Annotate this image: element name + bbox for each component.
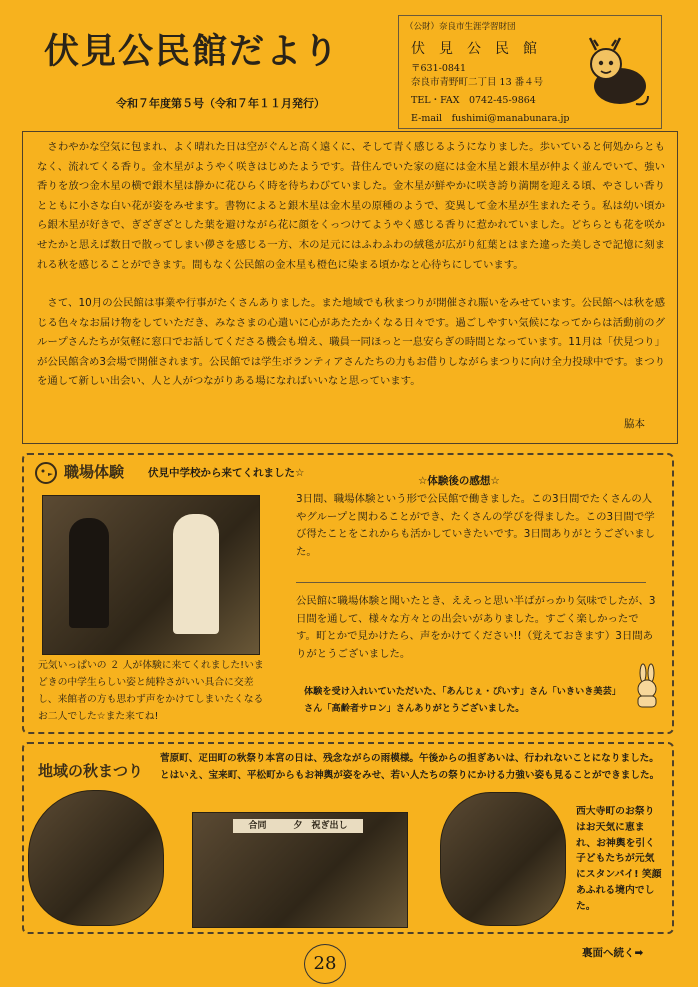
newsletter-title: 伏見公民館だより <box>44 32 341 72</box>
email: E-mail fushimi@manabunara.jp <box>411 113 570 124</box>
impression-2: 公民館に職場体験と聞いたとき、ええっと思い半ばがっかり気味でしたが、3日間を通して、様々な方々との出会いがありました。すごく楽しかったです。町とかで見かけたら、声をかけてください!!（覚えておきます）3日間ありがとうございました。 <box>296 595 656 660</box>
impression-heading: ☆体験後の感想☆ <box>418 475 500 487</box>
org-sub: （公財）奈良市生涯学習財団 <box>405 22 516 32</box>
intro-paragraph-2: さて、10月の公民館は事業や行事がたくさんありました。また地域でも秋まつりが開催され賑いをみせています。公民館へは秋を感じる色々なお届け物をしていただき、みなさまの心遣いに心があたたかくなる日々です。過ごしやすい気候になってからは活動前のグループさんたちが気軽に窓口でお話してくださる機会も増え、職員一同ほっと一息安らぎの時間となっています。11月は「伏見つり」が公民館含め3会場で開催されます。公民館では学生ボランティアさんたちの力もお借りしながらまつりに向け全力投球中です。まつりを通して新しい出会い、人と人がつながりある場になればいいなと思っています。 <box>37 297 665 388</box>
org-name: 伏 見 公 民 館 <box>411 41 537 57</box>
impression-divider <box>296 582 646 583</box>
section-title-festival: 地域の秋まつり <box>38 762 144 780</box>
work-experience-section <box>22 453 674 734</box>
section-title-work-experience: 職場体験 <box>64 463 125 481</box>
postal-code: 〒631-0841 <box>411 63 467 74</box>
photo-caption: 元気いっぱいの ２ 人が体験に来てくれました!いまどきの中学生らしい姿と純粋さがいい具合に交差し、来館者の方も思わず声をかけてしまいたくなるお二人でした☆また来てね! <box>38 660 264 722</box>
tel-fax: TEL・FAX 0742-45-9864 <box>411 95 536 106</box>
signature: 脇本 <box>624 418 645 430</box>
issue-info: 令和７年度第５号（令和７年１１月発行） <box>116 97 325 110</box>
festival-photo-2 <box>192 812 408 928</box>
intro-box <box>22 131 678 444</box>
rabbit-icon <box>632 663 662 709</box>
festival-photo-3 <box>440 792 566 926</box>
chick-icon <box>34 461 58 485</box>
address: 奈良市青野町二丁目 13 番４号 <box>411 77 544 88</box>
continue-label: 裏面へ続く➡ <box>582 947 644 959</box>
festival-text: 菅原町、疋田町の秋祭り本宮の日は、残念ながらの雨模様。午後からの担ぎあいは、行われないことになりました。とはいえ、宝来町、平松町からもお神輿が姿をみせ、若い人たちの祭りにかける力強い姿も見ることができました。 <box>160 753 660 781</box>
thanks-note: 体験を受け入れいていただいた、「あんじぇ・ぴいす」さん「いきいき美芸」さん「高齢者サロン」さんありがとうございました。 <box>304 686 621 714</box>
festival-photo-1 <box>28 790 164 926</box>
festival-side-caption: 西大寺町のお祭りはお天気に恵まれ、お神輿を引く子どもたちが元気にスタンバイ! 笑顔あふれる境内でした。 <box>576 806 662 912</box>
autumn-festival-section <box>22 742 674 934</box>
festival-sign: 合同 夕 祝ぎ出し <box>233 819 363 833</box>
section-subtitle: 伏見中学校から来てくれました☆ <box>148 467 305 479</box>
impression-1: 3日間、職場体験という形で公民館で働きました。この3日間でたくさんの人やグループと関わることができ、たくさんの学びを得ました。この3日間で学び得たことをこれからも活かしていきたいです。3日間ありがとうございました。 <box>296 493 656 558</box>
students-photo <box>42 495 260 655</box>
page-number: 28 <box>304 944 346 984</box>
intro-paragraph-1: さわやかな空気に包まれ、よく晴れた日は空がぐんと高く遠くに、そして青く感じるようになりました。歩いていると何処からともなく、流れてくる香り。金木星がようやく咲きはじめたようです。昔住んでいた家の庭には金木星と銀木星が仲よく並んでいて、強い香りを放つ金木星の横で銀木星は静かに花ひらく時を待ちわびていました。金木星が鮮やかに咲き誇り満開を迎える頃、やさしい香りとともに小さな白い花が姿をみせます。書物によると銀木星は金木星の原種のようで、変異して金木星が生まれたそう。私は幼い頃から銀木星が好きで、ぎざぎざとした葉を避けながら花に顔をくっつけてようやく感じる香りに惹かれていました。どちらとも花を咲かせたかと思えば数日で散ってしまい儚さを感じる一方、木の足元にはふわふわの絨毯が広がり紅葉とはまた違った美しさで記憶に刻まれる秋を感じることができます。間もなく公民館の金木星も橙色に染まる頃かなと心待ちにしています。 <box>37 141 665 271</box>
deer-mascot-icon <box>576 34 656 114</box>
